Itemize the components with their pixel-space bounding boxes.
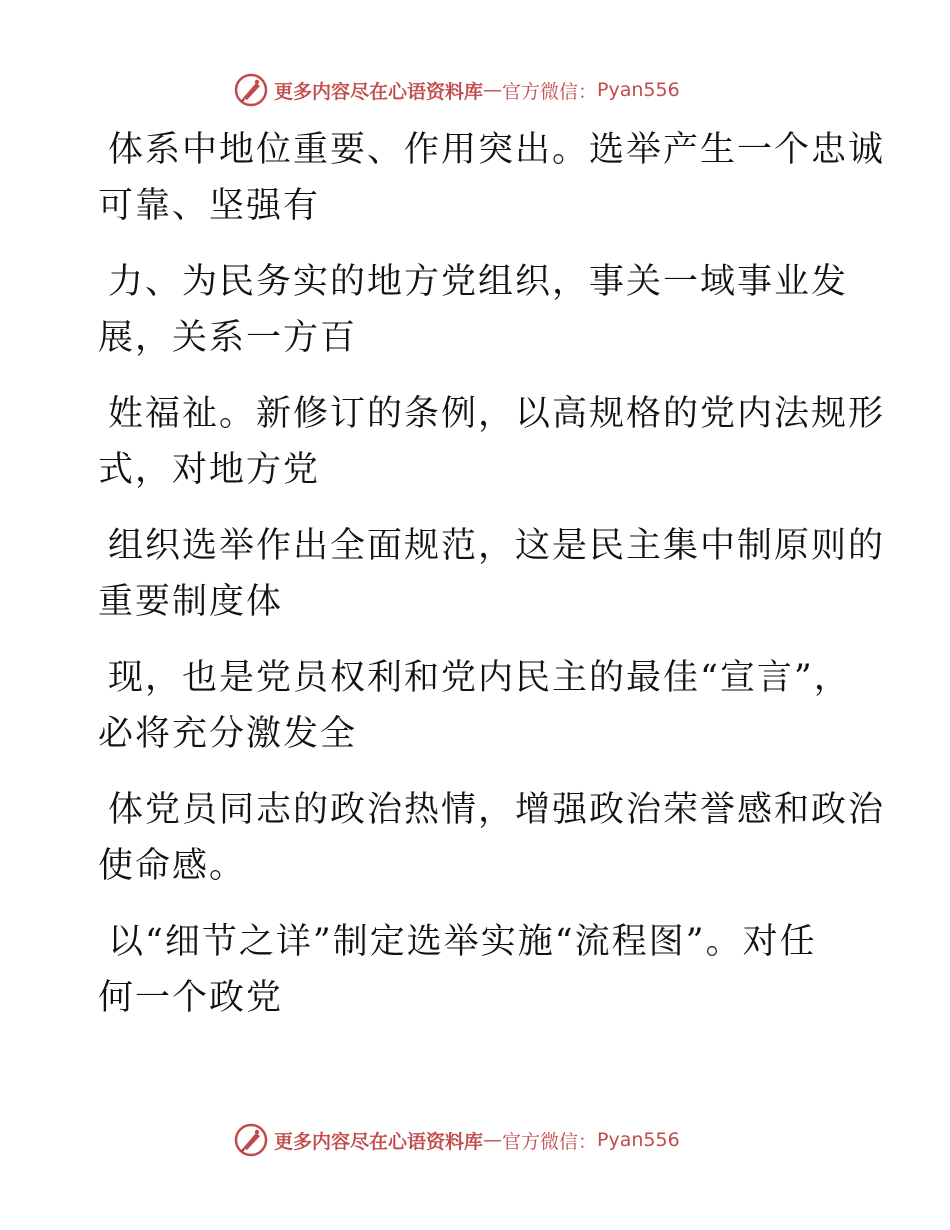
paragraph: [98, 254, 849, 366]
watermark-wechat-id: Pyan556: [597, 1129, 680, 1151]
pen-seal-logo-icon: [234, 1123, 268, 1157]
paragraph: [98, 518, 886, 630]
paragraph: [98, 386, 886, 498]
paragraph-line: 体系中地位重要、作用突出。选举产生一个忠诚: [108, 130, 886, 170]
header-watermark: [234, 72, 680, 108]
paragraph-line: 必将充分激发全: [98, 714, 358, 754]
paragraph-line: 展，关系一方百: [98, 318, 358, 358]
pen-seal-logo-icon: [234, 73, 268, 107]
paragraph: [98, 650, 851, 762]
watermark-separator: —: [483, 1129, 503, 1151]
paragraph: [98, 914, 838, 1026]
paragraph-line: 力、为民务实的地方党组织，事关一域事业发: [108, 262, 849, 302]
paragraph: [98, 782, 886, 894]
watermark-wechat-id: Pyan556: [597, 79, 680, 101]
paragraph-line: 可靠、坚强有: [98, 186, 321, 226]
footer-watermark: [234, 1122, 680, 1158]
paragraph-line: 使命感。: [98, 846, 247, 886]
paragraph-line: 体党员同志的政治热情，增强政治荣誉感和政治: [108, 790, 886, 830]
paragraph: [98, 122, 886, 234]
watermark-separator: —: [483, 79, 503, 101]
paragraph-line: 现，也是党员权利和党内民主的最佳“宣言”，: [108, 658, 851, 698]
paragraph-line: 何一个政党: [98, 978, 284, 1018]
paragraph-line: 以“细节之详”制定选举实施“流程图”。对任: [108, 922, 817, 962]
watermark-text: 更多内容尽在心语资料库: [274, 1130, 484, 1153]
watermark-label: 官方微信：: [502, 80, 598, 103]
watermark-text: 更多内容尽在心语资料库: [274, 80, 484, 103]
paragraph-line: 式，对地方党: [98, 450, 321, 490]
document-body: [98, 122, 886, 1046]
paragraph-line: 姓福祉。新修订的条例，以高规格的党内法规形: [108, 394, 886, 434]
paragraph-line: 组织选举作出全面规范，这是民主集中制原则的: [108, 526, 886, 566]
watermark-label: 官方微信：: [502, 1130, 598, 1153]
paragraph-line: 重要制度体: [98, 582, 284, 622]
